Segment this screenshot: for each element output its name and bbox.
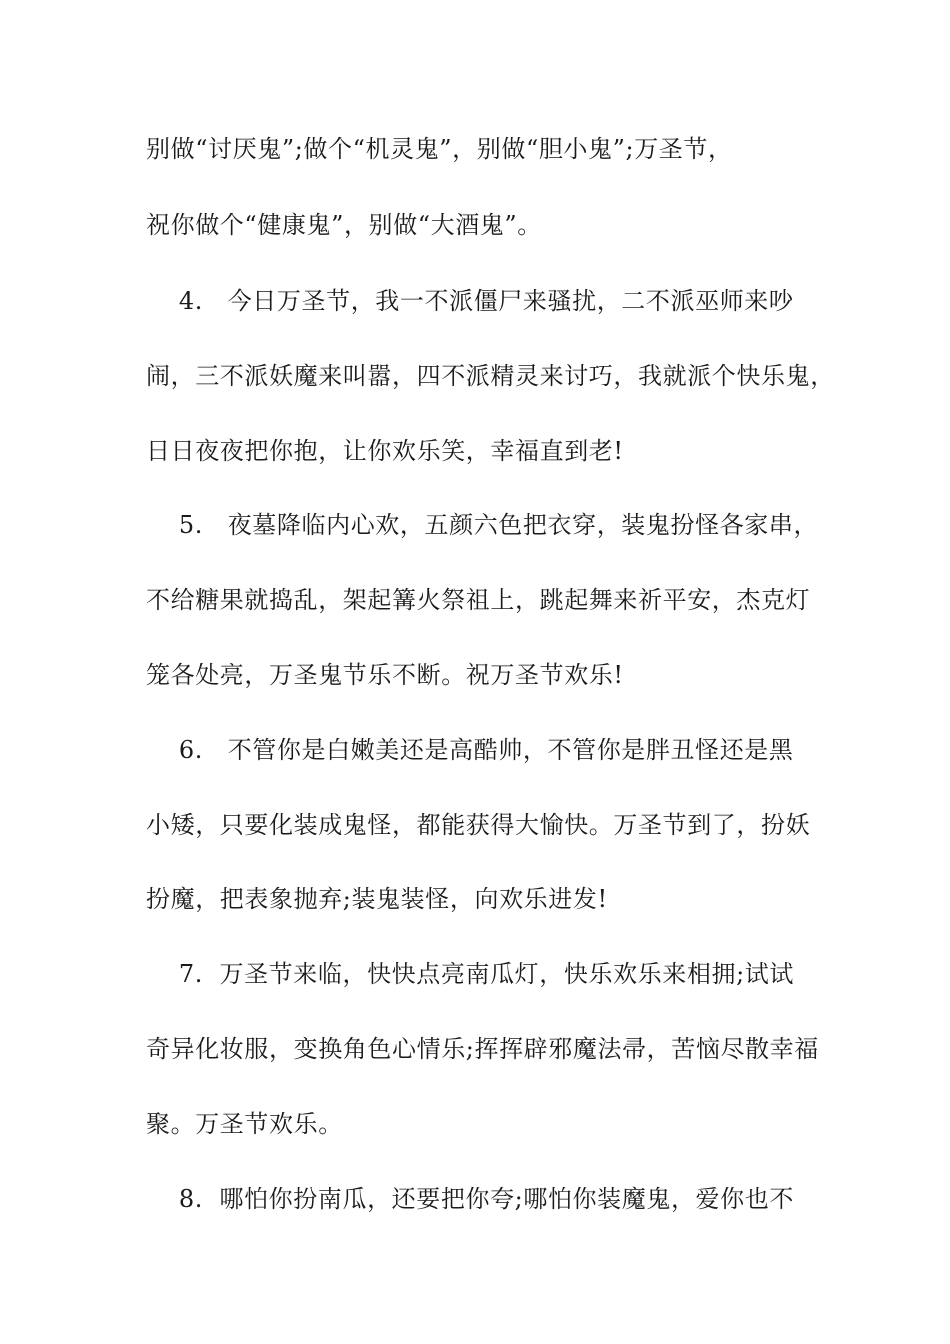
- text-line: 扮魔，把表象抛弃;装鬼装怪，向欢乐进发!: [146, 885, 608, 913]
- text-line: 6. 不管你是白嫩美还是高酷帅，不管你是胖丑怪还是黑: [146, 736, 794, 764]
- text-line: 闹，三不派妖魔来叫嚣，四不派精灵来讨巧，我就派个快乐鬼，: [146, 362, 835, 390]
- text-line: 不给糖果就捣乱，架起篝火祭祖上，跳起舞来祈平安，杰克灯: [146, 586, 811, 614]
- text-line: 聚。万圣节欢乐。: [146, 1110, 343, 1138]
- text-line: 别做“讨厌鬼”;做个“机灵鬼”，别做“胆小鬼”;万圣节，: [146, 135, 733, 163]
- text-line: 4. 今日万圣节，我一不派僵尸来骚扰，二不派巫师来吵: [146, 287, 794, 315]
- text-line: 笼各处亮，万圣鬼节乐不断。祝万圣节欢乐!: [146, 661, 624, 689]
- text-line: 7. 万圣节来临，快快点亮南瓜灯，快乐欢乐来相拥;试试: [146, 960, 794, 988]
- text-line: 5. 夜墓降临内心欢，五颜六色把衣穿，装鬼扮怪各家串，: [146, 511, 819, 539]
- text-line: 祝你做个“健康鬼”，别做“大酒鬼”。: [146, 211, 542, 239]
- text-line: 奇异化妆服，变换角色心情乐;挥挥辟邪魔法帚，苦恼尽散幸福: [146, 1035, 819, 1063]
- text-line: 小矮，只要化装成鬼怪，都能获得大愉快。万圣节到了，扮妖: [146, 811, 811, 839]
- text-line: 8. 哪怕你扮南瓜，还要把你夸;哪怕你装魔鬼，爱你也不: [146, 1185, 794, 1213]
- text-line: 日日夜夜把你抱，让你欢乐笑，幸福直到老!: [146, 437, 624, 465]
